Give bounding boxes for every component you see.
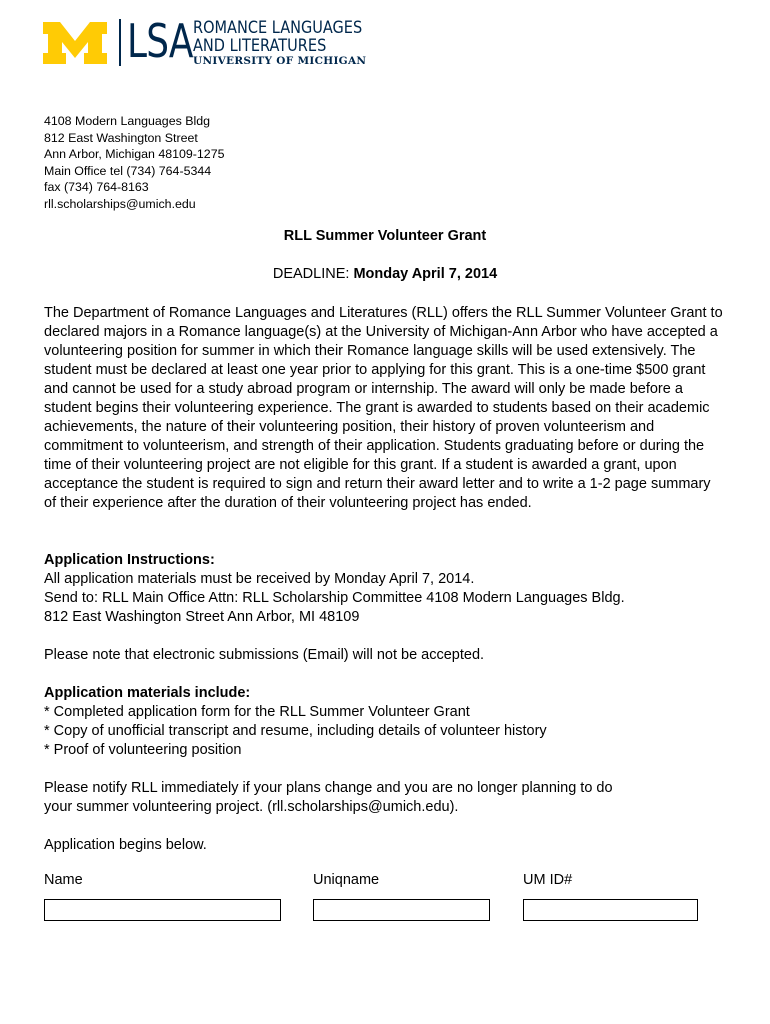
block-m-logo	[43, 22, 107, 64]
notify-section	[44, 779, 734, 817]
umid-field[interactable]	[523, 899, 698, 921]
instructions-line: Send to: RLL Main Office Attn: RLL Scholarship Committee 4108 Modern Languages Bldg.	[44, 590, 625, 606]
deadline-date: Monday April 7, 2014	[353, 266, 498, 282]
instructions-line: 812 East Washington Street Ann Arbor, MI 48109	[44, 609, 360, 625]
materials-heading: Application materials include:	[44, 685, 251, 701]
university-name: UNIVERSITY OF MICHIGAN	[193, 55, 367, 67]
address-line: 4108 Modern Languages Bldg	[44, 114, 211, 128]
uniqname-field[interactable]	[313, 899, 490, 921]
begins-text: Application begins below.	[44, 837, 207, 853]
email-line: rll.scholarships@umich.edu	[44, 196, 196, 211]
lsa-wordmark: LSA	[127, 14, 193, 68]
notify-line: your summer volunteering project. (rll.scholarships@umich.edu).	[44, 799, 459, 815]
grant-description: The Department of Romance Languages and Literatures (RLL) offers the RLL Summer Volunteer Grant to declared majors in a Romance language(s) at the University of Michigan-Ann Arbor who have accepted a volunteering position for summer in which their Romance language skills will be used extensively. The student must be declared at least one year prior to applying for this grant. This is a one-time $500 grant and cannot be used for a study abroad program or internship. The award will only be made before a student begins their volunteering experience. The grant is awarded to students based on their academic achievements, the nature of their volunteering position, their history of proven volunteerism and commitment to volunteerism, and strength of their application. Students graduating before or during the time of their volunteering project are not eligible for this grant. If a student is awarded a grant, upon acceptance the student is required to sign and return their award letter and to write a 1-2 page summary of their experience after the duration of their volunteering project has ended.	[44, 305, 723, 511]
address-block	[44, 113, 224, 212]
department-name	[193, 19, 362, 55]
instructions-line: All application materials must be received by Monday April 7, 2014.	[44, 571, 475, 587]
fax-line: fax (734) 764-8163	[44, 180, 149, 194]
department-line-2: AND LITERATURES	[193, 36, 327, 55]
instructions-section	[44, 551, 734, 627]
materials-section	[44, 684, 734, 760]
instructions-heading: Application Instructions:	[44, 552, 215, 568]
note-text: Please note that electronic submissions (Email) will not be accepted.	[44, 647, 485, 663]
uniqname-label: Uniqname	[313, 872, 380, 888]
document-title: RLL Summer Volunteer Grant	[283, 228, 487, 244]
materials-item: * Completed application form for the RLL Summer Volunteer Grant	[44, 704, 470, 720]
address-line: Ann Arbor, Michigan 48109-1275	[44, 147, 225, 161]
phone-line: Main Office tel (734) 764-5344	[44, 163, 212, 178]
name-field[interactable]	[44, 899, 281, 921]
electronic-note	[44, 646, 734, 665]
deadline	[0, 266, 770, 282]
deadline-label: DEADLINE:	[272, 266, 354, 282]
application-begins	[44, 836, 734, 855]
materials-item: * Copy of unofficial transcript and resume, including details of volunteer history	[44, 723, 547, 739]
logo-divider	[119, 19, 121, 66]
materials-item: * Proof of volunteering position	[44, 742, 242, 758]
name-label: Name	[44, 872, 83, 888]
address-line: 812 East Washington Street	[44, 130, 198, 145]
department-line-1: ROMANCE LANGUAGES	[193, 18, 363, 37]
notify-line: Please notify RLL immediately if your plans change and you are no longer planning to do	[44, 780, 613, 796]
umid-label: UM ID#	[523, 872, 573, 888]
